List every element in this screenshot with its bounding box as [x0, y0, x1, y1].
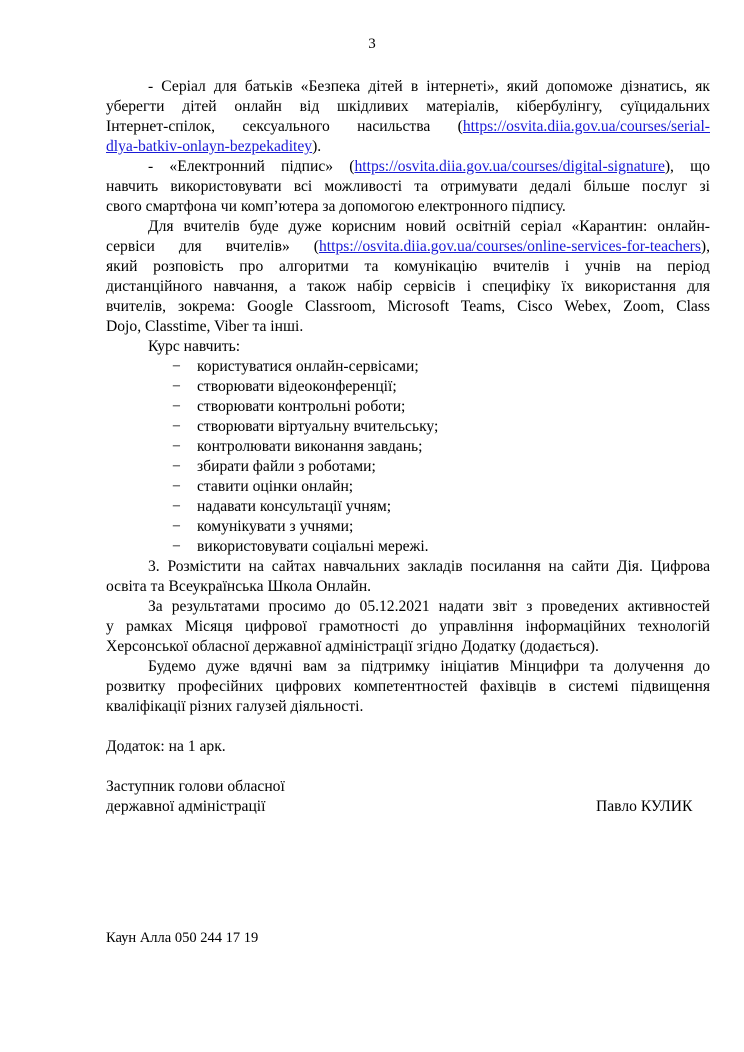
- dash-bullet-icon: −: [172, 358, 181, 375]
- dash-bullet-icon: −: [172, 518, 181, 535]
- dash-bullet-icon: −: [172, 498, 181, 515]
- text: сервіси для вчителів» (: [106, 238, 319, 255]
- paragraph-line: [106, 137, 710, 157]
- paragraph-line: який розповість про алгоритми та комунікацію вчителів і учнів на період: [106, 258, 710, 275]
- dash-bullet-icon: −: [172, 378, 181, 395]
- dash-bullet-icon: −: [172, 438, 181, 455]
- page-number: 3: [368, 36, 376, 52]
- list-item: ставити оцінки онлайн;: [197, 478, 354, 495]
- signature-position-cont: державної адміністрації: [106, 798, 266, 815]
- text: Інтернет-спілок, сексуального насильства (: [106, 118, 463, 135]
- text: ),: [700, 238, 710, 255]
- list-item: створювати контрольні роботи;: [197, 398, 406, 415]
- paragraph-line: у рамках Місяця цифрової грамотності до управління інформаційних технологій: [106, 618, 710, 635]
- paragraph-line: уберегти дітей онлайн від шкідливих матеріалів, кібербулінгу, суїцидальних: [106, 98, 710, 115]
- list-item: створювати віртуальну вчительську;: [197, 418, 439, 435]
- list-item: створювати відеоконференції;: [197, 378, 397, 395]
- list-item: комунікувати з учнями;: [197, 518, 354, 535]
- paragraph-line: навчить використовувати всі можливості та отримувати дедалі більше послуг зі: [106, 178, 710, 195]
- text: - «Електронний підпис» (: [148, 158, 355, 175]
- paragraph-line: розвитку професійних цифрових компетентностей фахівців в системі підвищення: [106, 678, 710, 695]
- paragraph-line: свого смартфона чи комп’ютера за допомогою електронного підпису.: [106, 198, 566, 215]
- paragraph-line: - Серіал для батьків «Безпека дітей в інтернеті», який допоможе дізнатись, як: [148, 78, 710, 95]
- paragraph-line: Херсонської обласної державної адміністрації згідно Додатку (додається).: [106, 638, 599, 655]
- signatory-name: Павло КУЛИК: [596, 798, 693, 815]
- paragraph-line: [106, 117, 710, 137]
- paragraph-line: дистанційного навчання, а також набір сервісів і специфіку їх використання для: [106, 278, 710, 295]
- paragraph-line: 3. Розмістити на сайтах навчальних закладів посилання на сайти Дія. Цифрова: [148, 558, 710, 575]
- online-services-teachers-link[interactable]: https://osvita.diia.gov.ua/courses/online-services-for-teachers: [319, 238, 701, 255]
- dash-bullet-icon: −: [172, 418, 181, 435]
- dash-bullet-icon: −: [172, 398, 181, 415]
- dash-bullet-icon: −: [172, 538, 181, 555]
- paragraph-line: [148, 157, 710, 177]
- paragraph-line: кваліфікації різних галузей діяльності.: [106, 698, 364, 715]
- paragraph-line: За результатами просимо до 05.12.2021 надати звіт з проведених активностей: [148, 598, 710, 615]
- dash-bullet-icon: −: [172, 458, 181, 475]
- serial-parents-link[interactable]: https://osvita.diia.gov.ua/courses/serial-: [462, 118, 710, 135]
- paragraph-line: [106, 237, 710, 257]
- attachment-note: Додаток: на 1 арк.: [106, 738, 226, 755]
- digital-signature-link[interactable]: https://osvita.diia.gov.ua/courses/digital-signature: [354, 158, 665, 175]
- text: ), що: [664, 158, 710, 175]
- list-item: збирати файли з роботами;: [197, 458, 376, 475]
- dash-bullet-icon: −: [172, 478, 181, 495]
- paragraph-line: вчителів, зокрема: Google Classroom, Microsoft Teams, Cisco Webex, Zoom, Class: [106, 298, 710, 315]
- signature-position: Заступник голови обласної: [106, 778, 285, 795]
- text: ).: [312, 138, 322, 155]
- course-heading: Курс навчить:: [148, 338, 241, 355]
- list-item: надавати консультації учням;: [197, 498, 392, 515]
- paragraph-line: Будемо дуже вдячні вам за підтримку ініціатив Мінцифри та долучення до: [148, 658, 710, 675]
- list-item: користуватися онлайн-сервісами;: [197, 358, 419, 375]
- list-item: контролювати виконання завдань;: [197, 438, 423, 455]
- contact-info: Каун Алла 050 244 17 19: [106, 930, 259, 946]
- serial-parents-link-cont[interactable]: dlya-batkiv-onlayn-bezpekaditey: [106, 138, 313, 155]
- paragraph-line: освіта та Всеукраїнська Школа Онлайн.: [106, 578, 372, 595]
- paragraph-line: Для вчителів буде дуже корисним новий освітній серіал «Карантин: онлайн-: [148, 218, 710, 235]
- list-item: використовувати соціальні мережі.: [197, 538, 429, 555]
- paragraph-line: Dojo, Classtime, Viber та інші.: [106, 318, 304, 335]
